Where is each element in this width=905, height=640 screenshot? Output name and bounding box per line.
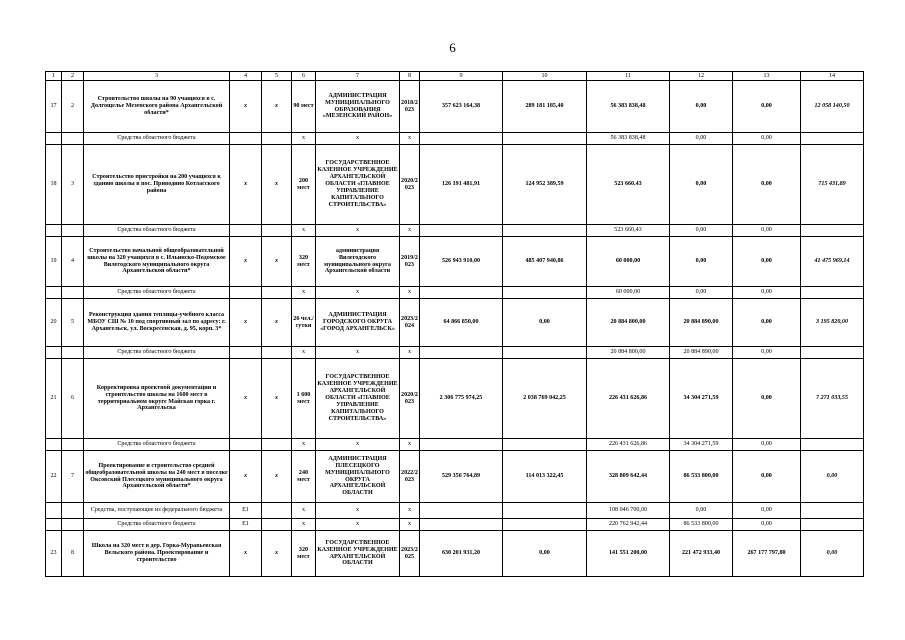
cell-c7: х (316, 133, 400, 145)
object-row (46, 145, 864, 225)
object-row (46, 237, 864, 287)
col-header: 11 (587, 72, 670, 81)
object-name: Строительство пристройки на 200 учащихся к зданию школы в пос. Приводино Котласского района (84, 145, 230, 225)
object-name: Проектирование и строительство средней общеобразовательной школы на 240 мест в поселке Оксовский Плесецкого муниципального округа Архангельской области* (84, 451, 230, 503)
cell-c5: х (262, 145, 292, 225)
customer-organization: ГОСУДАРСТВЕННОЕ КАЗЕННОЕ УЧРЕЖДЕНИЕ АРХАНГЕЛЬСКОЙ ОБЛАСТИ «ГЛАВНОЕ УПРАВЛЕНИЕ КАПИТАЛЬНОГО СТРОИТЕЛЬСТВА» (316, 359, 400, 439)
col-header: 14 (801, 72, 864, 81)
amount-year-2: 0,00 (670, 237, 733, 287)
empty-cell (46, 133, 62, 145)
empty-cell (503, 133, 587, 145)
period: 2022/2023 (400, 451, 420, 503)
object-number: 4 (62, 237, 84, 287)
cell-c7: х (316, 519, 400, 531)
amount-year-1: 523 660,43 (587, 145, 670, 225)
funding-source-label: Средства областного бюджета (84, 225, 230, 237)
amount-year-2: 0,00 (670, 225, 733, 237)
amount-year-1: 20 884 800,00 (587, 299, 670, 347)
funding-source-label: Средства областного бюджета (84, 133, 230, 145)
cell-c6: х (292, 133, 316, 145)
funding-code (230, 347, 262, 359)
empty-cell (62, 133, 84, 145)
object-row (46, 299, 864, 347)
cell-c7: х (316, 439, 400, 451)
remaining-amount (801, 439, 864, 451)
funding-source-label: Средства областного бюджета (84, 347, 230, 359)
amount-year-2: 0,00 (670, 503, 733, 519)
customer-organization: АДМИНИСТРАЦИЯ МУНИЦИПАЛЬНОГО ОБРАЗОВАНИЯ «МЕЗЕНСКИЙ РАЙОН» (316, 81, 400, 133)
capacity: 200 мест (292, 145, 316, 225)
funded-before: 485 407 940,86 (503, 237, 587, 287)
cell-c4: х (230, 145, 262, 225)
empty-cell (262, 439, 292, 451)
funding-code (230, 133, 262, 145)
empty-cell (503, 225, 587, 237)
period: 2023/2025 (400, 531, 420, 577)
funding-source-row (46, 439, 864, 451)
cell-c8: х (400, 347, 420, 359)
row-number: 23 (46, 531, 62, 577)
empty-cell (262, 287, 292, 299)
cell-c7: х (316, 347, 400, 359)
amount-year-2: 86 533 800,00 (670, 519, 733, 531)
object-number: 6 (62, 359, 84, 439)
amount-year-3: 0,00 (733, 451, 801, 503)
capacity: 26 чел./сутки (292, 299, 316, 347)
funding-code (230, 439, 262, 451)
empty-cell (503, 439, 587, 451)
amount-year-3: 0,00 (733, 347, 801, 359)
cell-c7: х (316, 287, 400, 299)
funding-code: Е1 (230, 503, 262, 519)
period: 2019/2023 (400, 237, 420, 287)
cell-c6: х (292, 503, 316, 519)
empty-cell (420, 503, 503, 519)
funded-before: 124 952 389,59 (503, 145, 587, 225)
amount-year-1: 56 383 838,48 (587, 81, 670, 133)
amount-year-2: 20 884 890,00 (670, 347, 733, 359)
object-row (46, 451, 864, 503)
amount-year-3: 267 177 797,80 (733, 531, 801, 577)
customer-organization: ГОСУДАРСТВЕННОЕ КАЗЕННОЕ УЧРЕЖДЕНИЕ АРХАНГЕЛЬСКОЙ ОБЛАСТИ (316, 531, 400, 577)
amount-year-1: 60 000,00 (587, 287, 670, 299)
amount-year-3: 0,00 (733, 439, 801, 451)
funded-before: 0,00 (503, 299, 587, 347)
empty-cell (46, 519, 62, 531)
cell-c5: х (262, 531, 292, 577)
remaining-amount: 715 431,89 (801, 145, 864, 225)
cell-c6: х (292, 519, 316, 531)
remaining-amount: 3 195 820,00 (801, 299, 864, 347)
col-header: 12 (670, 72, 733, 81)
amount-year-3: 0,00 (733, 359, 801, 439)
object-number: 3 (62, 145, 84, 225)
period: 2023/2024 (400, 299, 420, 347)
amount-year-3: 0,00 (733, 133, 801, 145)
col-header: 6 (292, 72, 316, 81)
empty-cell (262, 133, 292, 145)
amount-year-3: 0,00 (733, 503, 801, 519)
amount-year-2: 221 472 933,40 (670, 531, 733, 577)
amount-year-2: 20 884 890,00 (670, 299, 733, 347)
empty-cell (420, 225, 503, 237)
funding-source-row (46, 133, 864, 145)
period: 2020/2023 (400, 359, 420, 439)
capacity: 1 600 мест (292, 359, 316, 439)
funded-before: 2 038 769 042,25 (503, 359, 587, 439)
amount-year-2: 0,00 (670, 133, 733, 145)
cell-c7: х (316, 225, 400, 237)
period: 2018/2023 (400, 81, 420, 133)
col-header: 9 (420, 72, 503, 81)
cell-c8: х (400, 287, 420, 299)
remaining-amount (801, 519, 864, 531)
capacity: 90 мест (292, 81, 316, 133)
cell-c6: х (292, 287, 316, 299)
object-name: Корректировка проектной документации и строительство школы на 1600 мест в территориальном округе Майская горка г. Архангельска (84, 359, 230, 439)
amount-year-2: 0,00 (670, 287, 733, 299)
estimated-cost: 2 306 775 974,25 (420, 359, 503, 439)
amount-year-1: 328 809 642,44 (587, 451, 670, 503)
funding-source-label: Средства областного бюджета (84, 287, 230, 299)
cell-c8: х (400, 133, 420, 145)
remaining-amount (801, 133, 864, 145)
cell-c4: х (230, 237, 262, 287)
amount-year-1: 56 383 838,48 (587, 133, 670, 145)
estimated-cost: 630 201 931,20 (420, 531, 503, 577)
amount-year-3: 0,00 (733, 299, 801, 347)
empty-cell (46, 439, 62, 451)
amount-year-2: 0,00 (670, 81, 733, 133)
object-name: Строительство школы на 90 учащихся в с. Долгощелье Мезенского района Архангельской области* (84, 81, 230, 133)
estimated-cost: 529 356 764,89 (420, 451, 503, 503)
empty-cell (503, 519, 587, 531)
empty-cell (262, 503, 292, 519)
funding-source-row (46, 519, 864, 531)
funding-source-label: Средства областного бюджета (84, 519, 230, 531)
investment-table (45, 71, 864, 577)
cell-c5: х (262, 359, 292, 439)
amount-year-1: 60 000,00 (587, 237, 670, 287)
row-number: 18 (46, 145, 62, 225)
estimated-cost: 126 191 481,91 (420, 145, 503, 225)
amount-year-1: 523 660,43 (587, 225, 670, 237)
cell-c8: х (400, 439, 420, 451)
amount-year-3: 0,00 (733, 225, 801, 237)
empty-cell (503, 503, 587, 519)
cell-c5: х (262, 451, 292, 503)
cell-c5: х (262, 299, 292, 347)
funding-source-label: Средства, поступающие из федерального бюджета (84, 503, 230, 519)
col-header: 3 (84, 72, 230, 81)
empty-cell (262, 225, 292, 237)
funding-code: Е1 (230, 519, 262, 531)
object-row (46, 359, 864, 439)
customer-organization: АДМИНИСТРАЦИЯ ПЛЕСЕЦКОГО МУНИЦИПАЛЬНОГО ОКРУГА АРХАНГЕЛЬСКОЙ ОБЛАСТИ (316, 451, 400, 503)
remaining-amount: 41 475 969,14 (801, 237, 864, 287)
funding-source-row (46, 287, 864, 299)
empty-cell (262, 519, 292, 531)
remaining-amount: 0,00 (801, 531, 864, 577)
empty-cell (46, 287, 62, 299)
object-number: 2 (62, 81, 84, 133)
row-number: 20 (46, 299, 62, 347)
amount-year-2: 0,00 (670, 145, 733, 225)
empty-cell (62, 287, 84, 299)
remaining-amount: 12 058 140,50 (801, 81, 864, 133)
empty-cell (62, 503, 84, 519)
funding-source-row (46, 347, 864, 359)
amount-year-1: 226 431 626,86 (587, 359, 670, 439)
cell-c8: х (400, 503, 420, 519)
remaining-amount (801, 503, 864, 519)
column-number-row (46, 72, 864, 81)
capacity: 240 мест (292, 451, 316, 503)
row-number: 21 (46, 359, 62, 439)
amount-year-1: 220 762 942,44 (587, 519, 670, 531)
amount-year-1: 20 884 800,00 (587, 347, 670, 359)
cell-c4: х (230, 359, 262, 439)
col-header: 1 (46, 72, 62, 81)
amount-year-1: 226 431 626,86 (587, 439, 670, 451)
cell-c5: х (262, 237, 292, 287)
col-header: 10 (503, 72, 587, 81)
cell-c4: х (230, 451, 262, 503)
amount-year-2: 34 304 271,59 (670, 439, 733, 451)
funded-before: 289 181 185,40 (503, 81, 587, 133)
col-header: 8 (400, 72, 420, 81)
cell-c6: х (292, 347, 316, 359)
empty-cell (420, 519, 503, 531)
empty-cell (420, 133, 503, 145)
period: 2020/2023 (400, 145, 420, 225)
object-name: Школа на 320 мест в дер. Горка-Муравьевская Вельского района. Проектирование и строительство (84, 531, 230, 577)
capacity: 320 мест (292, 237, 316, 287)
estimated-cost: 64 866 850,00 (420, 299, 503, 347)
object-name: Реконструкция здания теплицы-учебного класса МБОУ СШ № 10 под спортивный зал по адресу: г. Архангельск, ул. Воскресенская, д. 95, корп. 3* (84, 299, 230, 347)
customer-organization: ГОСУДАРСТВЕННОЕ КАЗЕННОЕ УЧРЕЖДЕНИЕ АРХАНГЕЛЬСКОЙ ОБЛАСТИ «ГЛАВНОЕ УПРАВЛЕНИЕ КАПИТАЛЬНОГО СТРОИТЕЛЬСТВА» (316, 145, 400, 225)
empty-cell (420, 287, 503, 299)
cell-c6: х (292, 439, 316, 451)
customer-organization: администрация Вилегодского муниципального округа Архангельской области (316, 237, 400, 287)
empty-cell (46, 347, 62, 359)
object-number: 5 (62, 299, 84, 347)
col-header: 2 (62, 72, 84, 81)
remaining-amount (801, 225, 864, 237)
customer-organization: АДМИНИСТРАЦИЯ ГОРОДСКОГО ОКРУГА «ГОРОД АРХАНГЕЛЬСК» (316, 299, 400, 347)
object-number: 8 (62, 531, 84, 577)
col-header: 4 (230, 72, 262, 81)
amount-year-1: 141 551 200,00 (587, 531, 670, 577)
row-number: 22 (46, 451, 62, 503)
amount-year-3: 0,00 (733, 81, 801, 133)
empty-cell (503, 287, 587, 299)
estimated-cost: 357 623 164,38 (420, 81, 503, 133)
cell-c4: х (230, 81, 262, 133)
amount-year-2: 86 533 800,00 (670, 451, 733, 503)
empty-cell (62, 225, 84, 237)
row-number: 17 (46, 81, 62, 133)
cell-c4: х (230, 531, 262, 577)
remaining-amount: 0,00 (801, 451, 864, 503)
remaining-amount (801, 287, 864, 299)
remaining-amount (801, 347, 864, 359)
col-header: 13 (733, 72, 801, 81)
estimated-cost: 526 943 910,00 (420, 237, 503, 287)
object-row (46, 531, 864, 577)
amount-year-3: 0,00 (733, 237, 801, 287)
object-number: 7 (62, 451, 84, 503)
cell-c7: х (316, 503, 400, 519)
amount-year-3: 0,00 (733, 519, 801, 531)
empty-cell (46, 225, 62, 237)
amount-year-1: 108 046 700,00 (587, 503, 670, 519)
amount-year-3: 0,00 (733, 145, 801, 225)
col-header: 7 (316, 72, 400, 81)
cell-c6: х (292, 225, 316, 237)
amount-year-2: 34 304 271,59 (670, 359, 733, 439)
object-name: Строительство начальной общеобразовательной школы на 320 учащихся в с. Ильинско-Подомское Вилегодского муниципального округа Архангельской области* (84, 237, 230, 287)
funding-code (230, 225, 262, 237)
cell-c4: х (230, 299, 262, 347)
empty-cell (62, 519, 84, 531)
funding-code (230, 287, 262, 299)
amount-year-3: 0,00 (733, 287, 801, 299)
cell-c8: х (400, 225, 420, 237)
remaining-amount: 7 271 033,55 (801, 359, 864, 439)
funding-source-row (46, 503, 864, 519)
col-header: 5 (262, 72, 292, 81)
funding-source-label: Средства областного бюджета (84, 439, 230, 451)
capacity: 320 мест (292, 531, 316, 577)
page-number: 6 (449, 40, 456, 55)
funded-before: 0,00 (503, 531, 587, 577)
empty-cell (503, 347, 587, 359)
funded-before: 114 013 322,45 (503, 451, 587, 503)
empty-cell (62, 439, 84, 451)
cell-c5: х (262, 81, 292, 133)
empty-cell (420, 347, 503, 359)
object-row (46, 81, 864, 133)
empty-cell (62, 347, 84, 359)
empty-cell (420, 439, 503, 451)
row-number: 19 (46, 237, 62, 287)
cell-c8: х (400, 519, 420, 531)
funding-source-row (46, 225, 864, 237)
empty-cell (262, 347, 292, 359)
empty-cell (46, 503, 62, 519)
